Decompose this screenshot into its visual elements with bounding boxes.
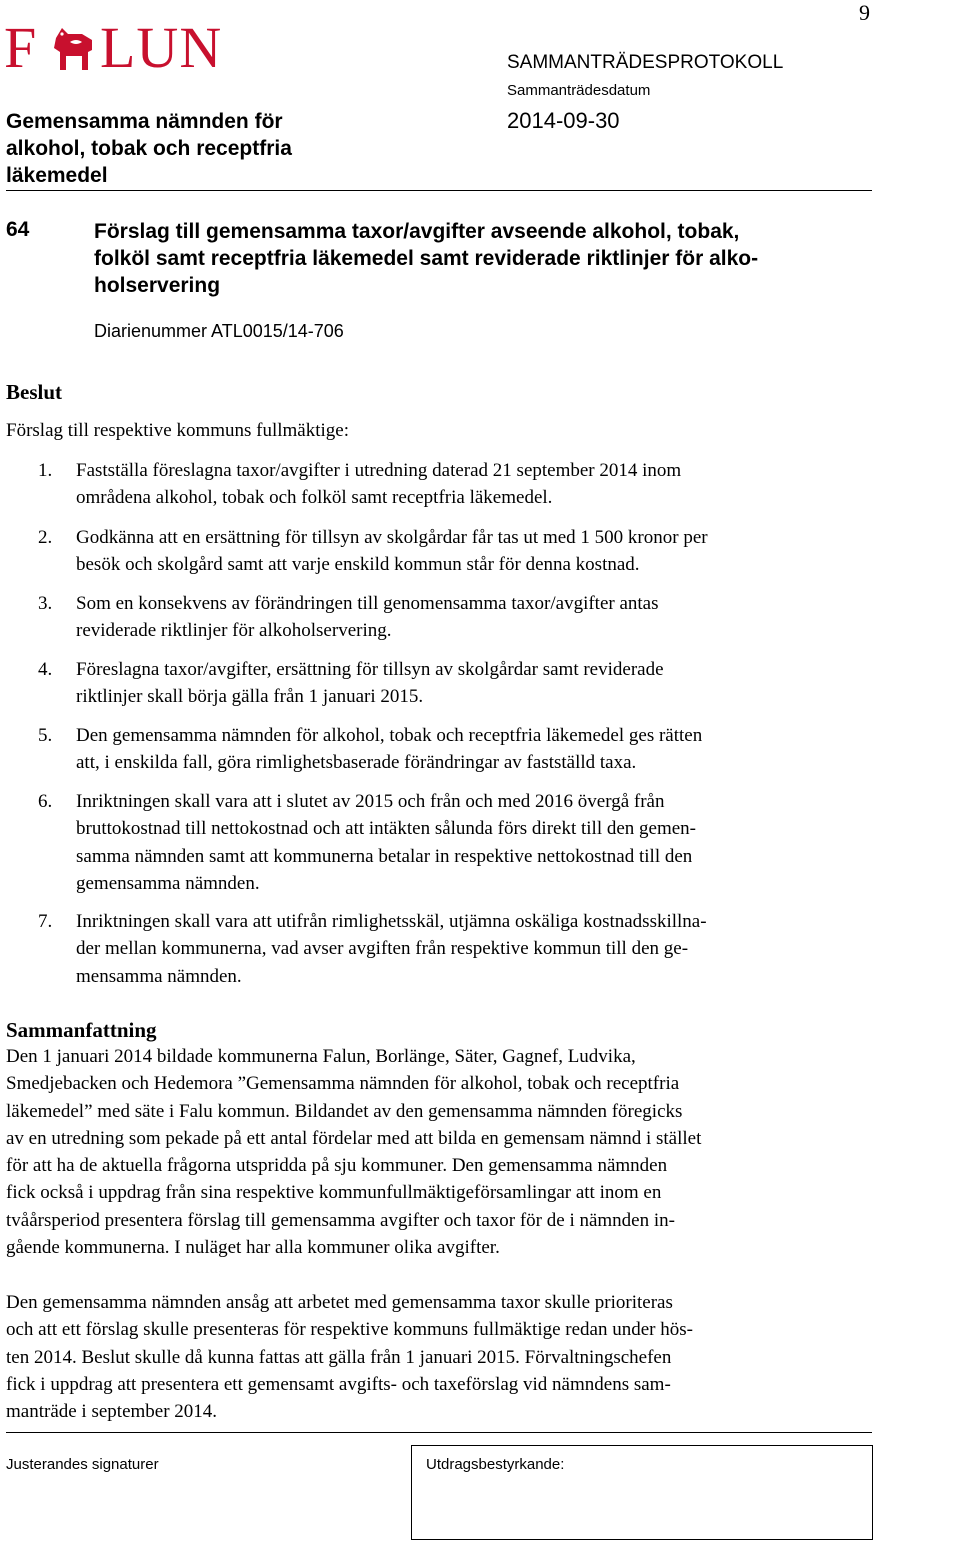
item-line: områdena alkohol, tobak och folköl samt receptfria läkemedel. xyxy=(76,487,553,509)
meeting-date: 2014-09-30 xyxy=(507,108,620,133)
item-number: 7. xyxy=(38,911,53,932)
para-line: och att ett förslag skulle presenteras för respektive kommuns fullmäktige redan under hös- xyxy=(6,1319,693,1341)
decision-item xyxy=(6,457,872,512)
date-label: Sammanträdesdatum xyxy=(507,82,651,99)
logo-letter: F xyxy=(4,15,38,80)
protocol-title: SAMMANTRÄDESPROTOKOLL xyxy=(507,52,784,73)
item-number: 2. xyxy=(38,527,53,548)
para-line: Den gemensamma nämnden ansåg att arbetet med gemensamma taxor skulle prioriteras xyxy=(6,1292,673,1313)
item-line: Fastställa föreslagna taxor/avgifter i utredning daterad 21 september 2014 inom xyxy=(76,460,682,481)
diarienummer: Diarienummer ATL0015/14-706 xyxy=(94,321,344,341)
decision-item xyxy=(6,656,872,711)
falun-logo xyxy=(4,15,236,80)
para-line: gående kommunerna. I nuläget har alla kommuner olika avgifter. xyxy=(6,1237,500,1259)
item-line: besök och skolgård samt att varje enskild kommun står för denna kostnad. xyxy=(76,554,640,576)
section-title-line: folköl samt receptfria läkemedel samt reviderade riktlinjer för alko- xyxy=(94,247,759,270)
item-line: att, i enskilda fall, göra rimlighetsbaserade förändringar av fastställd taxa. xyxy=(76,752,637,774)
item-line: Inriktningen skall vara att utifrån rimlighetsskäl, utjämna oskäliga kostnadsskillna- xyxy=(76,911,707,932)
section-title-line: Förslag till gemensamma taxor/avgifter avseende alkohol, tobak, xyxy=(94,220,740,243)
para-line: läkemedel” med säte i Falu kommun. Bildandet av den gemensamma nämnden föregicks xyxy=(6,1100,683,1122)
item-line: samma nämnden samt att kommunerna betalar in respektive nettokostnad till den xyxy=(76,845,693,867)
beslut-heading: Beslut xyxy=(6,380,63,404)
sammanfattning-heading: Sammanfattning xyxy=(6,1018,157,1042)
item-line: Inriktningen skall vara att i slutet av 2015 och från och med 2016 övergå från xyxy=(76,791,665,812)
section-title-line: holservering xyxy=(94,274,221,297)
item-number: 3. xyxy=(38,593,53,614)
dala-horse-icon xyxy=(48,24,98,72)
item-number: 5. xyxy=(38,725,53,746)
org-line: Gemensamma nämnden för xyxy=(6,110,283,133)
decision-item xyxy=(6,590,872,645)
item-line: gemensamma nämnden. xyxy=(76,872,260,894)
footer-divider xyxy=(6,1432,872,1433)
para-line: fick också i uppdrag från sina respektive kommunfullmäktigeförsamlingar att inom en xyxy=(6,1182,662,1204)
org-line: alkohol, tobak och receptfria xyxy=(6,137,292,160)
para-line: ten 2014. Beslut skulle då kunna fattas att gälla från 1 januari 2015. Förvaltningschefen xyxy=(6,1346,672,1368)
item-number: 1. xyxy=(38,460,53,481)
item-line: mensamma nämnden. xyxy=(76,965,242,987)
certification-label: Utdragsbestyrkande: xyxy=(426,1456,565,1473)
decision-item xyxy=(6,908,872,990)
section-number: 64 xyxy=(6,218,30,241)
para-line: av en utredning som pekade på ett antal fördelar med att bilda en gemensam nämnd i stället xyxy=(6,1127,702,1149)
para-line: fick i uppdrag att presentera ett gemensamt avgifts- och taxeförslag vid nämndens sam- xyxy=(6,1373,671,1395)
para-line: för att ha de aktuella frågorna utspridda på sju kommuner. Den gemensamma nämnden xyxy=(6,1155,668,1177)
para-line: Den 1 januari 2014 bildade kommunerna Falun, Borlänge, Säter, Gagnef, Ludvika, xyxy=(6,1046,636,1067)
item-line: Som en konsekvens av förändringen till genomensamma taxor/avgifter antas xyxy=(76,593,659,614)
para-line: Smedjebacken och Hedemora ”Gemensamma nämnden för alkohol, tobak och receptfria xyxy=(6,1073,680,1095)
section-title xyxy=(94,218,854,299)
para-line: tvåårsperiod presentera förslag till gemensamma avgifter och taxor för de i nämnden in- xyxy=(6,1209,675,1231)
item-line: riktlinjer skall börja gälla från 1 januari 2015. xyxy=(76,686,424,708)
summary-paragraph xyxy=(6,1289,872,1425)
org-line: läkemedel xyxy=(6,164,108,187)
logo-letters: LUN xyxy=(100,15,223,80)
decision-item xyxy=(6,722,872,777)
decision-item xyxy=(6,788,872,897)
item-line: Föreslagna taxor/avgifter, ersättning för tillsyn av skolgårdar samt reviderade xyxy=(76,659,664,680)
page-number: 9 xyxy=(859,0,870,25)
organization-name xyxy=(6,108,406,189)
item-line: bruttokostnad till nettokostnad och att intäkten sålunda förs direkt till den gemen- xyxy=(76,818,697,840)
para-line: manträde i september 2014. xyxy=(6,1401,218,1423)
item-line: reviderade riktlinjer för alkoholservering. xyxy=(76,620,392,642)
signature-label: Justerandes signaturer xyxy=(6,1456,159,1473)
header-divider xyxy=(6,190,872,191)
item-number: 4. xyxy=(38,659,53,680)
item-line: der mellan kommunerna, vad avser avgiften från respektive kommun till den ge- xyxy=(76,938,689,960)
item-line: Godkänna att en ersättning för tillsyn av skolgårdar får tas ut med 1 500 kronor per xyxy=(76,527,708,548)
beslut-intro: Förslag till respektive kommuns fullmäktige: xyxy=(6,420,350,441)
item-number: 6. xyxy=(38,791,53,812)
item-line: Den gemensamma nämnden för alkohol, tobak och receptfria läkemedel ges rätten xyxy=(76,725,703,746)
summary-paragraph xyxy=(6,1043,872,1261)
decision-item xyxy=(6,524,872,579)
